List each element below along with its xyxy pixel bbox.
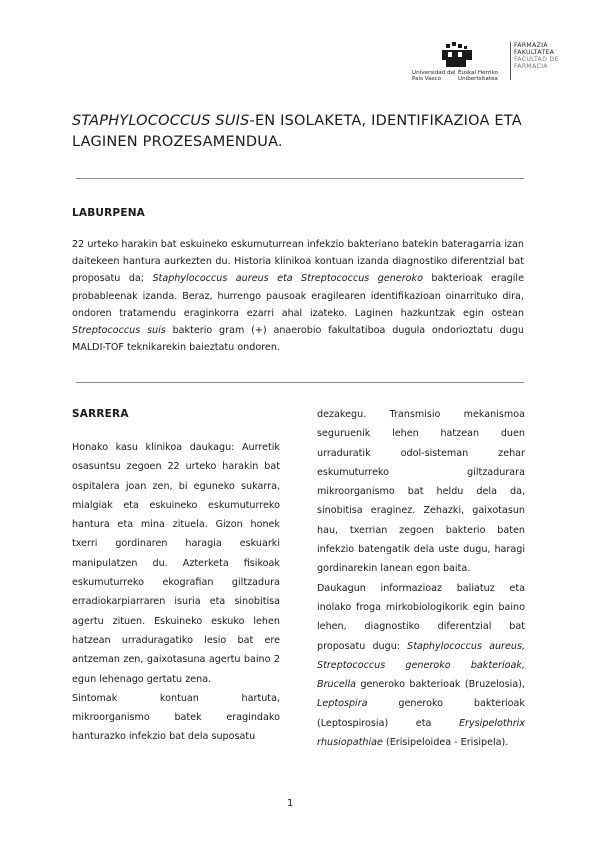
abstract-segment: bakterioak eragile probableenak izanda. Beraz, hurrengo pausoak eragilearen identifikazioan oinarrituko dira, ondoren tratamendu eraginkorra ezarri ahal izateko. Laginen hazkuntzak egin ostean	[72, 273, 525, 319]
intro-heading: SARRERA	[72, 408, 129, 420]
university-name-spanish: Euskal Herriko Unibertsitatea	[458, 70, 499, 83]
abstract-segment: bakterio gram (+) anaerobio fakultatiboa dugula ondorioztatu dugu MALDI-TOF teknikarekin baieztatu ondoren.	[72, 325, 524, 354]
intro-italic: Leptospira	[317, 698, 368, 710]
intro-paragraph: Honako kasu klinikoa daukagu: Aurretik osasuntsu zegoen 22 urteko harakin bat ospitalera joan zen, bi eguneko sukarra, mialgiak eta eskuineko eskumuturreko hantura eta mina zituela. Gizon honek txerri gordinaren haragia eskuarki manipulatzen du. Azterketa fisikoak eskumuturreko ekografian giltzadura erradiokarpiarraren isuria eta sinobitisa agertu zituen. Eskuineko eskuko lehen hatzean urraduragatiko lesio bat ere antzeman zen, gaixotasuna agertu baino 2 egun lehenago gertatu zena.	[72, 442, 280, 685]
faculty-logo	[412, 40, 559, 88]
intro-left-column	[72, 438, 280, 747]
intro-segment: generoko bakterioak (Bruzelosia),	[356, 679, 525, 691]
divider-top	[76, 178, 524, 179]
intro-italic: Erysipelothrix rhusiopathiae	[317, 717, 525, 749]
logo-divider	[510, 42, 511, 80]
faculty-name-spanish: FACULTAD DE FARMACIA	[514, 56, 559, 70]
abstract-italic: Streptococcus suis	[72, 325, 166, 337]
intro-italic: Staphylococcus aureus, Streptococcus generoko bakterioak, Brucella	[317, 640, 526, 691]
abstract-text	[72, 236, 524, 356]
page-title	[72, 111, 532, 153]
faculty-name	[514, 42, 560, 70]
page-number: 1	[287, 798, 294, 809]
abstract-heading: LABURPENA	[72, 207, 146, 219]
intro-paragraph	[317, 579, 525, 753]
title-rest: -EN ISOLAKETA, IDENTIFIKAZIOA ETA LAGINEN PROZESAMENDUA.	[72, 113, 522, 150]
intro-segment: (Erisipeloidea - Erisipela).	[382, 737, 509, 749]
title-italic: STAPHYLOCOCCUS SUIS	[72, 113, 250, 129]
faculty-name-basque: FARMAZIA FAKULTATEA	[514, 42, 555, 56]
university-name-basque: Universidad del País Vasco	[412, 70, 456, 83]
intro-segment: generoko bakterioak (Leptospirosia) eta	[317, 698, 525, 729]
intro-segment: Daukagun informazioaz baliatuz eta inolako froga mirkobiologikorik egin baino lehen, diagnostiko diferentzial bat proposatu dugu:	[317, 582, 525, 652]
intro-paragraph: dezakegu. Transmisio mekanismoa seguruenik lehen hatzean duen urraduratik odol-sisteman zehar eskumuturreko giltzadurara mikroorganismo bat heldu dela da, sinobitisa eraginez. Zehazki, gaixotasun hau, txerrian zegoen bakterio baten infekzio batengatik dela uste dugu, haragi gordinarekin lanean egon baita.	[317, 409, 525, 575]
intro-right-column	[317, 405, 525, 752]
intro-paragraph: Sintomak kontuan hartuta, mikroorganismo batek eragindako hanturazko infekzio bat dela suposatu	[72, 692, 280, 743]
abstract-segment: 22 urteko harakin bat eskuineko eskumuturrean infekzio bakteriano batekin bateragarria izan daitekeen hantura aurkezten du. Historia klinikoa kontuan izanda diagnostiko diferentzial bat proposatu da;	[72, 239, 524, 285]
divider-middle	[76, 382, 524, 383]
abstract-italic: Staphylococcus aureus eta Streptococcus generoko	[152, 273, 423, 285]
university-emblem-icon	[436, 42, 476, 70]
